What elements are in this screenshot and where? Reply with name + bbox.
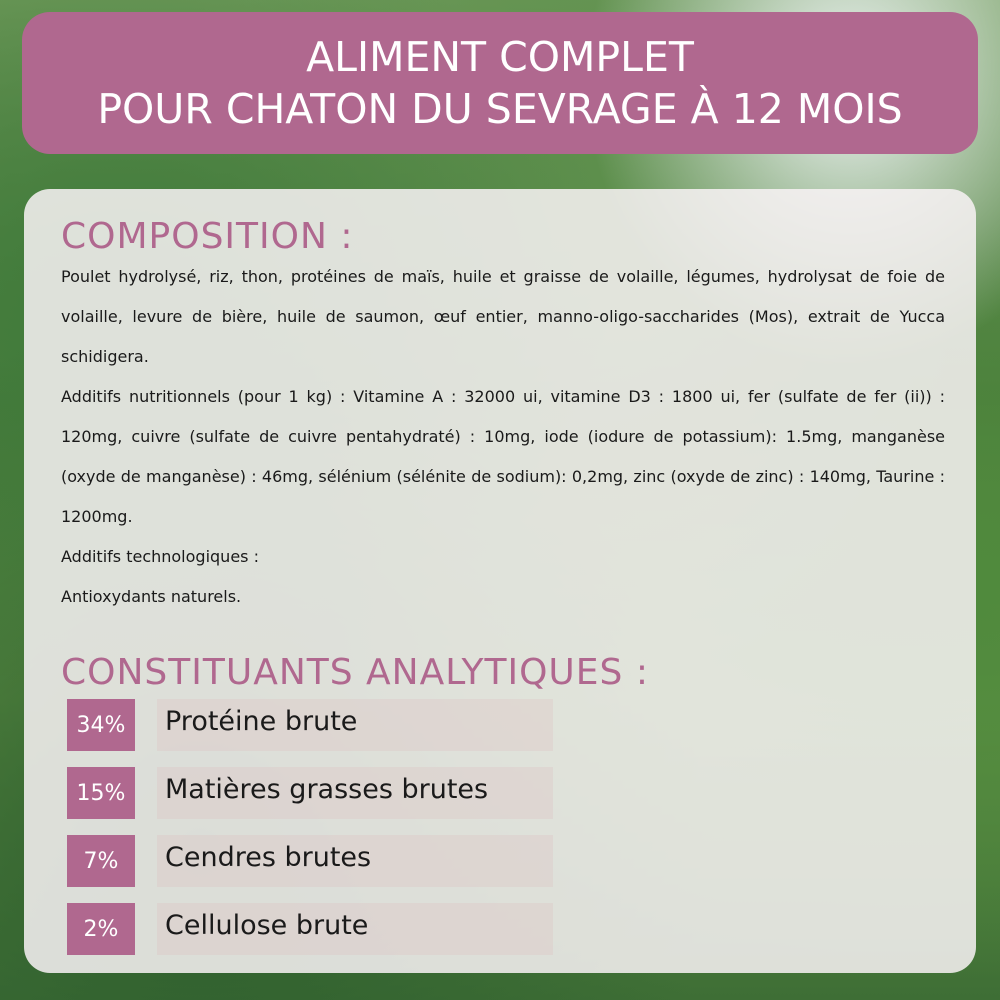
percent-badge: 7% (67, 835, 135, 887)
title-line-2: POUR CHATON DU SEVRAGE À 12 MOIS (97, 85, 903, 133)
analytical-heading: CONSTITUANTS ANALYTIQUES : (61, 652, 649, 693)
title-banner (22, 12, 978, 154)
constituent-label: Cellulose brute (165, 910, 369, 941)
ingredients-paragraph: Poulet hydrolysé, riz, thon, protéines de maïs, huile et graisse de volaille, légumes, hydrolysat de foie de volaille, levure de bière, huile de saumon, œuf entier, manno-oligo-saccharides (Mos), extrait de Yucca schidigera. (61, 267, 945, 366)
constituent-label: Protéine brute (165, 706, 358, 737)
analytical-row-ash (67, 835, 553, 887)
analytical-row-fat (67, 767, 553, 819)
title-line-1: ALIMENT COMPLET (306, 33, 694, 81)
composition-text (61, 257, 945, 617)
percent-badge: 15% (67, 767, 135, 819)
info-panel (24, 189, 976, 973)
technological-additives-value: Antioxydants naturels. (61, 587, 242, 606)
percent-badge: 2% (67, 903, 135, 955)
percent-badge: 34% (67, 699, 135, 751)
analytical-row-protein (67, 699, 553, 751)
nutritional-additives-paragraph: Additifs nutritionnels (pour 1 kg) : Vitamine A : 32000 ui, vitamine D3 : 1800 ui, fer (sulfate de fer (ii)) : 120mg, cuivre (sulfate de cuivre pentahydraté) : 10mg, iode (iodure de potassium): 1.5mg, manganèse (oxyde de manganèse) : 46mg, sélénium (sélénite de sodium): 0,2mg, zinc (oxyde de zinc) : 140mg, Taurine : 1200mg. (61, 387, 945, 526)
constituent-label: Cendres brutes (165, 842, 372, 873)
constituent-label: Matières grasses brutes (165, 774, 489, 805)
analytical-row-fiber (67, 903, 553, 955)
technological-additives-label: Additifs technologiques : (61, 547, 259, 566)
composition-heading: COMPOSITION : (61, 216, 354, 257)
